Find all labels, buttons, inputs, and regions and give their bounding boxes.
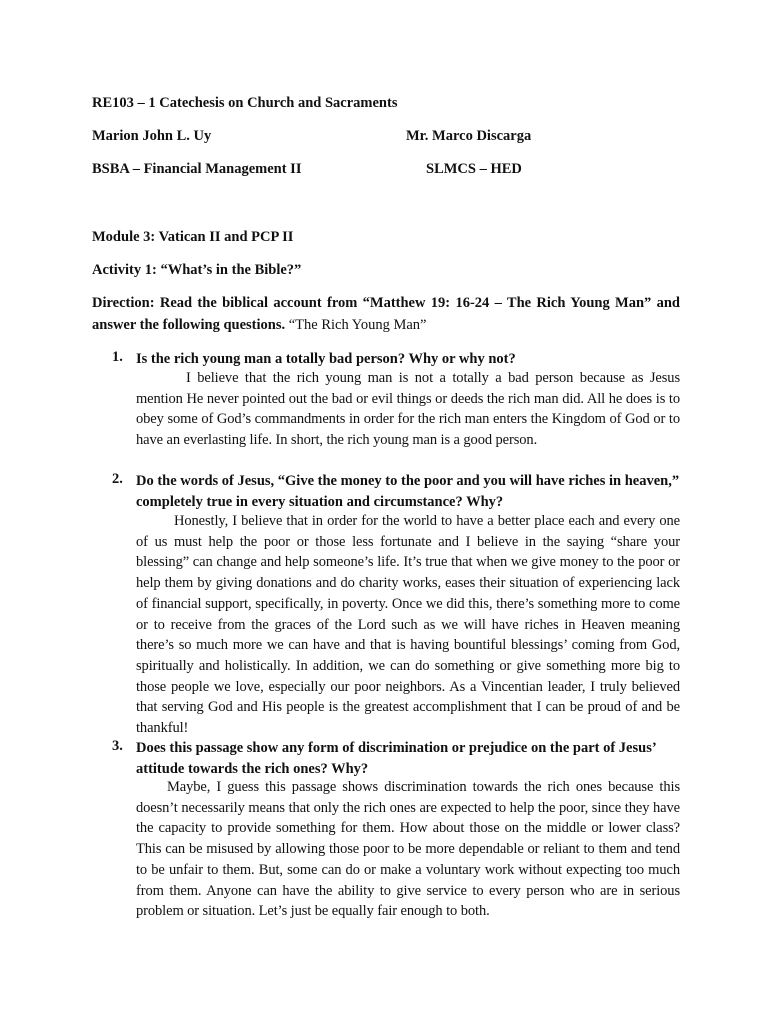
teacher-name: Mr. Marco Discarga bbox=[406, 128, 532, 144]
question-1-number: 1. bbox=[112, 349, 123, 365]
activity-title: Activity 1: “What’s in the Bible?” bbox=[92, 262, 302, 278]
direction-reading-title: “The Rich Young Man” bbox=[285, 317, 427, 333]
question-1-text: Is the rich young man a totally bad person? Why or why not? bbox=[136, 351, 516, 367]
direction-instructions: Direction: Read the biblical account from “Matthew 19: 16-24 – The Rich Young Man” and answer the following questions. bbox=[92, 295, 680, 333]
module-title: Module 3: Vatican II and PCP II bbox=[92, 229, 294, 245]
answer-2-text: Honestly, I believe that in order for the world to have a better place each and every one of us must help the poor or those less fortunate and I believe in the saying “share your blessing” can change and help someone’s life. It’s true that when we give money to the poor or help them by giving donations and do charity works, eases their situation of experiencing lack of financial support, specifically, in poverty. Once we did this, there’s something more to come or to receive from the graces of the Lord such as we will have riches in Heaven meaning there’s so much more we can have and that is having bountiful blessings’ coming from God, spiritually and holistically. In addition, we can do something or give something more big to those people we love, especially our poor neighbors. As a Vincentian leader, I truly believed that serving God and His people is the greatest accomplishment that I can be proud of and be thankful! bbox=[136, 513, 680, 737]
answer-3-text: Maybe, I guess this passage shows discrimination towards the rich ones because this doesn’t necessarily means that only the rich ones are expected to help the poor, since they have the capacity to provide something for them. How about those on the middle or lower class? This can be misused by allowing those poor to be more dependable or reliant to them and tend to be unfair to them. But, some can do or make a voluntary work without expecting too much from them. Anyone can have the ability to give service to every person who are in serious problem or situation. Let’s just be equally fair enough to both. bbox=[136, 779, 680, 920]
answer-1-text: I believe that the rich young man is not a totally a bad person because as Jesus mention He never pointed out the bad or evil things or deeds the rich man did. All he does is to obey some of God’s commandments in order for the rich man enters the Kingdom of God or to have an everlasting life. In short, the rich young man is a good person. bbox=[136, 370, 680, 449]
direction-paragraph bbox=[92, 292, 680, 336]
course-title: RE103 – 1 Catechesis on Church and Sacraments bbox=[92, 95, 398, 111]
question-2-text: Do the words of Jesus, “Give the money to the poor and you will have riches in heaven,” completely true in every situation and circumstance? Why? bbox=[136, 473, 680, 510]
program-name: BSBA – Financial Management II bbox=[92, 161, 302, 177]
school-name: SLMCS – HED bbox=[426, 161, 522, 177]
question-2-number: 2. bbox=[112, 471, 123, 487]
question-3-number: 3. bbox=[112, 738, 123, 754]
question-3-text: Does this passage show any form of discrimination or prejudice on the part of Jesus’ attitude towards the rich ones? Why? bbox=[136, 740, 656, 777]
student-name: Marion John L. Uy bbox=[92, 128, 212, 144]
